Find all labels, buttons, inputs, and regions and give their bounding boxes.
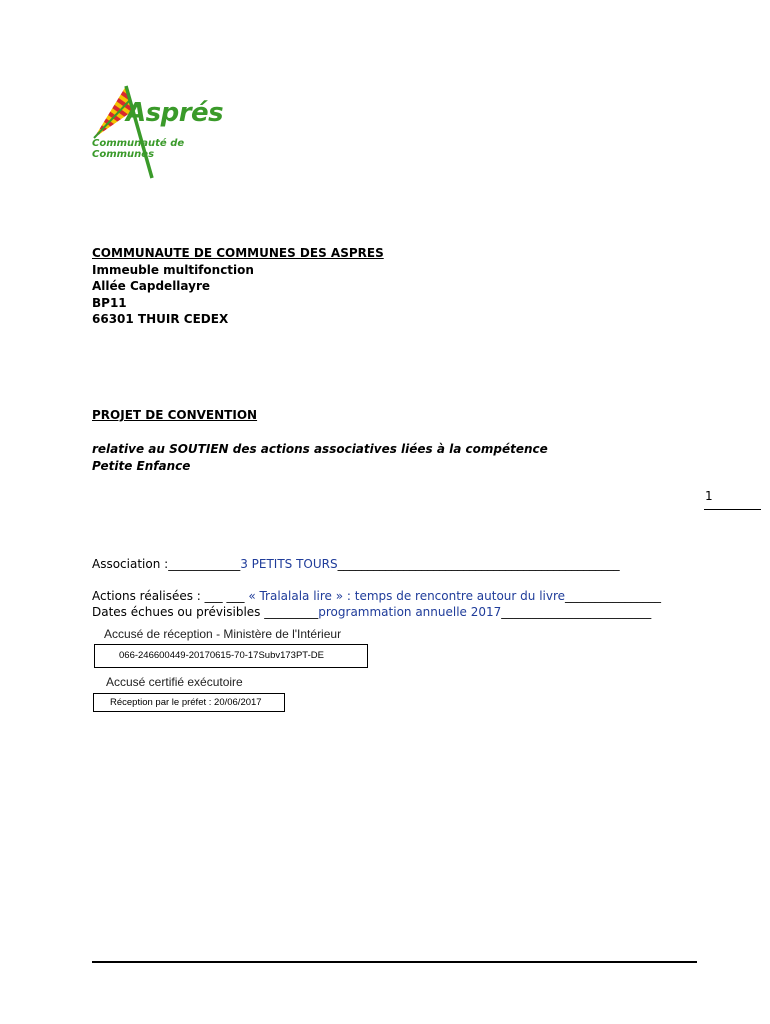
address-line-4: 66301 THUIR CEDEX [92,312,229,326]
organization-name: COMMUNAUTE DE COMMUNES DES ASPRES [92,246,384,260]
dates-value: programmation annuelle 2017 [318,605,502,619]
actions-value: « Tralalala lire » : temps de rencontre autour du livre [248,589,566,603]
project-title: PROJET DE CONVENTION [92,408,258,422]
address-block [92,245,384,328]
logo-word: Asprés [126,98,224,128]
actions-line [92,589,661,603]
aspres-logo-graphic [86,80,236,185]
footer-rule [92,961,697,963]
actions-tail: ________________ [565,589,662,603]
logo-subtitle: Communauté de Communes [92,138,185,160]
actions-blank: ___ ___ [200,589,249,603]
receipt-id-box: 066-246600449-20170615-70-17Subv173PT-DE [94,644,368,668]
receipt-label: Accusé de réception - Ministère de l'Intérieur [104,627,342,641]
association-value: 3 PETITS TOURS [240,557,338,571]
address-line-2: Allée Capdellayre [92,279,211,293]
project-subject-line-1: relative au SOUTIEN des actions associatives liées à la compétence [92,442,548,456]
dates-label: Dates échues ou prévisibles [92,605,261,619]
aspres-logo [86,80,236,185]
address-line-3: BP11 [92,295,127,310]
actions-label: Actions réalisées : [92,589,201,603]
page-number: 1 [705,489,713,503]
association-blank: ____________ [168,557,241,571]
dates-blank: _________ [260,605,319,619]
certified-value-box: Réception par le préfet : 20/06/2017 [93,693,285,712]
page-number-rule [704,509,761,510]
association-line [92,557,620,571]
dates-tail: _________________________ [501,605,652,619]
association-tail: _______________________________________________ [337,557,620,571]
project-subject [92,441,548,474]
dates-line [92,605,651,619]
certified-label: Accusé certifié exécutoire [106,675,243,689]
association-label: Association : [92,557,169,571]
project-subject-line-2: Petite Enfance [92,458,191,473]
address-line-1: Immeuble multifonction [92,262,254,277]
